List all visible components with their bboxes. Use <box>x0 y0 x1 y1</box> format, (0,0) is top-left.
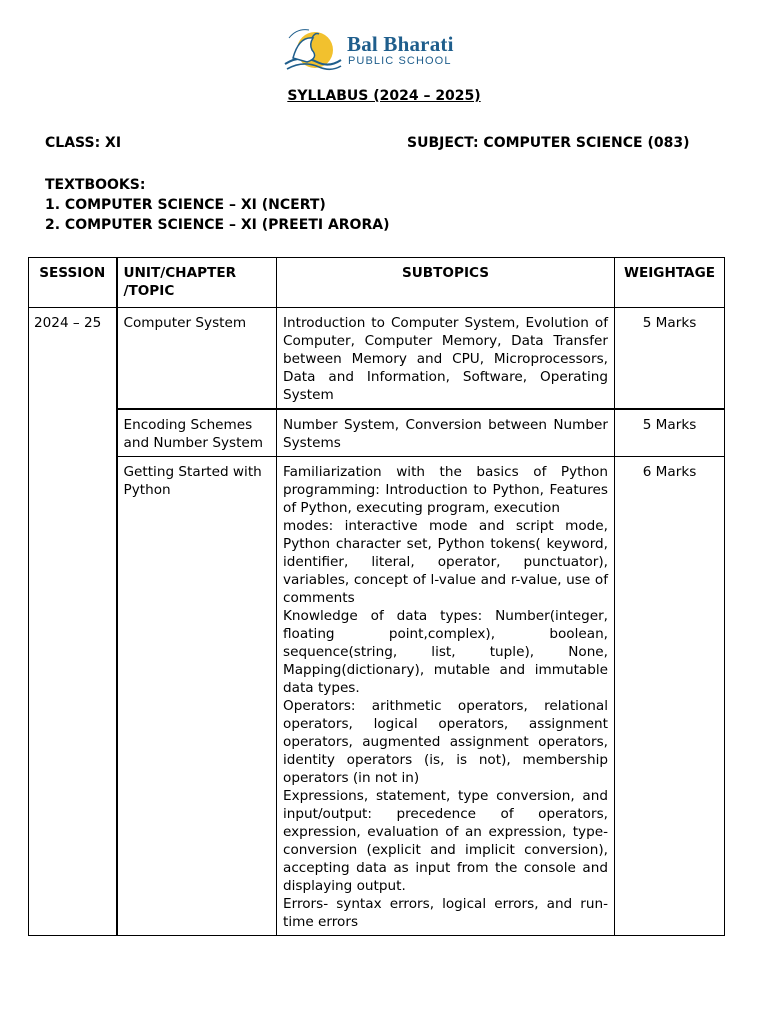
subject-label: SUBJECT: COMPUTER SCIENCE (083) <box>407 135 690 151</box>
subtopic-paragraph: Familiarization with the basics of Python programming: Introduction to Python, Features of Python, executing program, execution <box>283 464 608 516</box>
weightage-cell: 5 Marks <box>615 409 725 457</box>
swan-emblem-icon <box>279 24 345 80</box>
session-cell: 2024 – 25 <box>29 308 117 936</box>
header-subtopics: SUBTOPICS <box>277 258 615 308</box>
topic-cell: Encoding Schemes and Number System <box>117 409 277 457</box>
subtopic-paragraph: Introduction to Computer System, Evolution of Computer, Computer Memory, Data Transfer between Memory and CPU, Microprocessors, Data and Information, Software, Operating System <box>283 315 608 403</box>
subtopics-cell <box>277 308 615 410</box>
subtopic-paragraph: Operators: arithmetic operators, relational operators, logical operators, assignment operators, augmented assignment operators, identity operators (is, is not), membership operators (in not in) <box>283 698 608 786</box>
topic-cell: Getting Started with Python <box>117 457 277 936</box>
subtopic-paragraph: Number System, Conversion between Number Systems <box>283 417 608 451</box>
page-title: SYLLABUS (2024 – 2025) <box>287 88 481 104</box>
subtopic-paragraph: Expressions, statement, type conversion, and input/output: precedence of operators, expression, evaluation of an expression, type-conversion (explicit and implicit conversion), accepting data as input from the console and displaying output. <box>283 788 608 894</box>
subtopic-paragraph: modes: interactive mode and script mode, Python character set, Python tokens( keyword, identifier, literal, operator, punctuator), variables, concept of l-value and r-value, use of comments <box>283 518 608 606</box>
header-weightage: WEIGHTAGE <box>615 258 725 308</box>
subtopic-paragraph: Errors- syntax errors, logical errors, and run-time errors <box>283 896 608 930</box>
class-label: CLASS: XI <box>45 135 122 151</box>
table-row <box>29 308 725 410</box>
textbook-item: 2. COMPUTER SCIENCE – XI (PREETI ARORA) <box>45 217 390 233</box>
header-unit-line2: /TOPIC <box>123 283 175 299</box>
subtopics-cell <box>277 409 615 457</box>
weightage-cell: 5 Marks <box>615 308 725 410</box>
table-row <box>29 409 725 457</box>
subtopic-paragraph: Knowledge of data types: Number(integer, floating point,complex), boolean, sequence(string, list, tuple), None, Mapping(dictionary), mutable and immutable data types. <box>283 608 608 696</box>
table-header-row <box>29 258 725 308</box>
syllabus-table <box>28 257 725 936</box>
textbooks-heading: TEXTBOOKS: <box>45 177 146 193</box>
topic-cell: Computer System <box>117 308 277 410</box>
weightage-cell: 6 Marks <box>615 457 725 936</box>
logo-school-subtitle: PUBLIC SCHOOL <box>348 55 452 67</box>
header-unit-line1: UNIT/CHAPTER <box>123 265 237 281</box>
school-logo <box>279 24 469 80</box>
logo-school-name: Bal Bharati <box>347 32 454 56</box>
textbook-item: 1. COMPUTER SCIENCE – XI (NCERT) <box>45 197 326 213</box>
subtopics-cell <box>277 457 615 936</box>
header-session: SESSION <box>29 258 117 308</box>
table-row <box>29 457 725 936</box>
header-unit <box>117 258 277 308</box>
